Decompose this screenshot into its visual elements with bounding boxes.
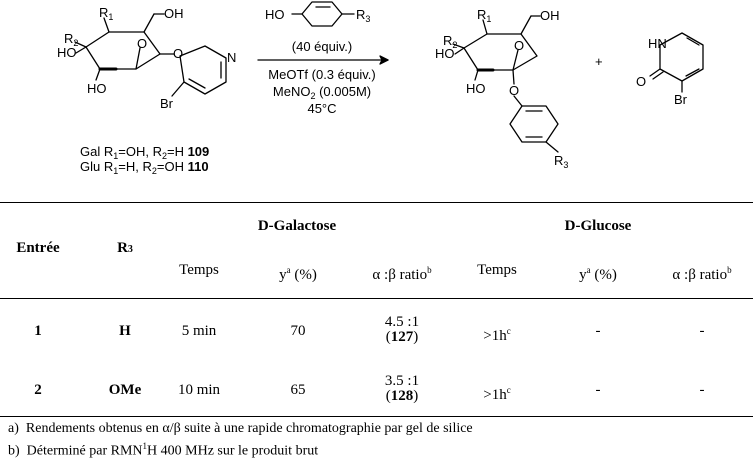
byproduct-oxygen: O xyxy=(636,74,647,89)
product-ho-bottom-label: HO xyxy=(466,81,486,96)
byproduct-bromine: Br xyxy=(674,92,687,107)
reactant-oh-label: OH xyxy=(164,6,184,21)
row1-glu-ratio: - xyxy=(699,323,705,339)
legend-glucose: Glu $R_1=H$, $R_2=OH$ 110 xyxy=(80,159,209,176)
row1-gal-ratio: 4.5 :1 (127) xyxy=(384,314,420,345)
header-glu-yield: $y^a$ (%) xyxy=(579,265,617,283)
conditions-equiv: (40 équiv.) xyxy=(291,39,353,54)
reaction-arrow xyxy=(258,56,388,64)
reactant-ho-left-label: HO xyxy=(57,45,77,60)
product-r3-label: $R_3$ xyxy=(554,153,569,170)
header-glu-temps: Temps xyxy=(477,262,517,278)
row1-r3: H xyxy=(119,323,131,339)
table-header-rule xyxy=(0,298,753,299)
footnote-b: b) Déterminé par RMN$^1$H 400 MHz sur le produit brut xyxy=(8,441,319,459)
reactant-ho-bottom-label: HO xyxy=(87,81,107,96)
product-r1-label: $R_1$ xyxy=(477,7,492,24)
header-group-glucose: D-Glucose xyxy=(564,218,632,234)
header-entree: Entrée xyxy=(16,240,60,256)
row2-gal-yield: 65 xyxy=(290,382,306,398)
reactant-r1-label: $R_1$ xyxy=(99,5,114,22)
conditions-line3: 45°C xyxy=(307,101,337,116)
header-gal-ratio: α :β ratio$^b$ xyxy=(372,265,432,283)
reactant-glycosidic-oxygen: O xyxy=(173,46,184,61)
header-gal-temps: Temps xyxy=(179,262,219,278)
legend-galactose: Gal $R_1=OH$, $R_2=H$ 109 xyxy=(80,144,210,161)
product-ring-oxygen: O xyxy=(514,38,525,53)
conditions-line1: MeOTf (0.3 équiv.) xyxy=(268,67,376,82)
conditions-line2: MeNO$_2$ (0.005M) xyxy=(272,84,372,101)
byproduct-nh-label: HN xyxy=(648,36,667,51)
header-gal-yield: $y^a$ (%) xyxy=(279,265,317,283)
reactant-ring-oxygen: O xyxy=(137,36,148,51)
row2-gal-ratio: 3.5 :1 (128) xyxy=(384,373,420,404)
product-oh-label: OH xyxy=(540,8,560,23)
phenol-r3-label: $R_3$ xyxy=(356,7,371,24)
product-r2-label: $R_2$ xyxy=(443,33,458,50)
reagent-phenol-ring xyxy=(292,2,354,26)
header-r3: R3 xyxy=(117,240,133,256)
row2-gal-temps: 10 min xyxy=(177,382,221,398)
row1-gal-yield: 70 xyxy=(290,323,306,339)
row2-glu-ratio: - xyxy=(699,382,705,398)
header-group-galactose: D-Galactose xyxy=(257,218,337,234)
plus-sign: + xyxy=(595,54,603,69)
row2-entry: 2 xyxy=(34,382,42,398)
row2-r3: OMe xyxy=(108,382,142,398)
table-top-rule xyxy=(0,202,753,203)
row2-glu-temps: $>1h^c$ xyxy=(483,385,511,403)
reactant-bromine: Br xyxy=(160,96,173,111)
product-ho-left-label: HO xyxy=(435,46,455,61)
reactant-nitrogen: N xyxy=(227,50,237,65)
row2-glu-yield: - xyxy=(595,382,601,398)
phenol-ho-label: HO xyxy=(265,7,285,22)
row1-entry: 1 xyxy=(34,323,42,339)
product-glycosidic-oxygen: O xyxy=(509,83,520,98)
footnote-a: a) Rendements obtenus en α/β suite à une rapide chromatographie par gel de silice xyxy=(8,421,473,436)
reactant-sugar-ring xyxy=(75,14,174,80)
table-bottom-rule xyxy=(0,416,753,417)
header-glu-ratio: α :β ratio$^b$ xyxy=(672,265,732,283)
reaction-scheme xyxy=(0,0,753,190)
row1-glu-yield: - xyxy=(595,323,601,339)
row1-glu-temps: $>1h^c$ xyxy=(483,326,511,344)
reactant-r2-label: $R_2$ xyxy=(64,31,79,48)
row1-gal-temps: 5 min xyxy=(181,323,217,339)
product-aryl-ring xyxy=(510,106,558,152)
